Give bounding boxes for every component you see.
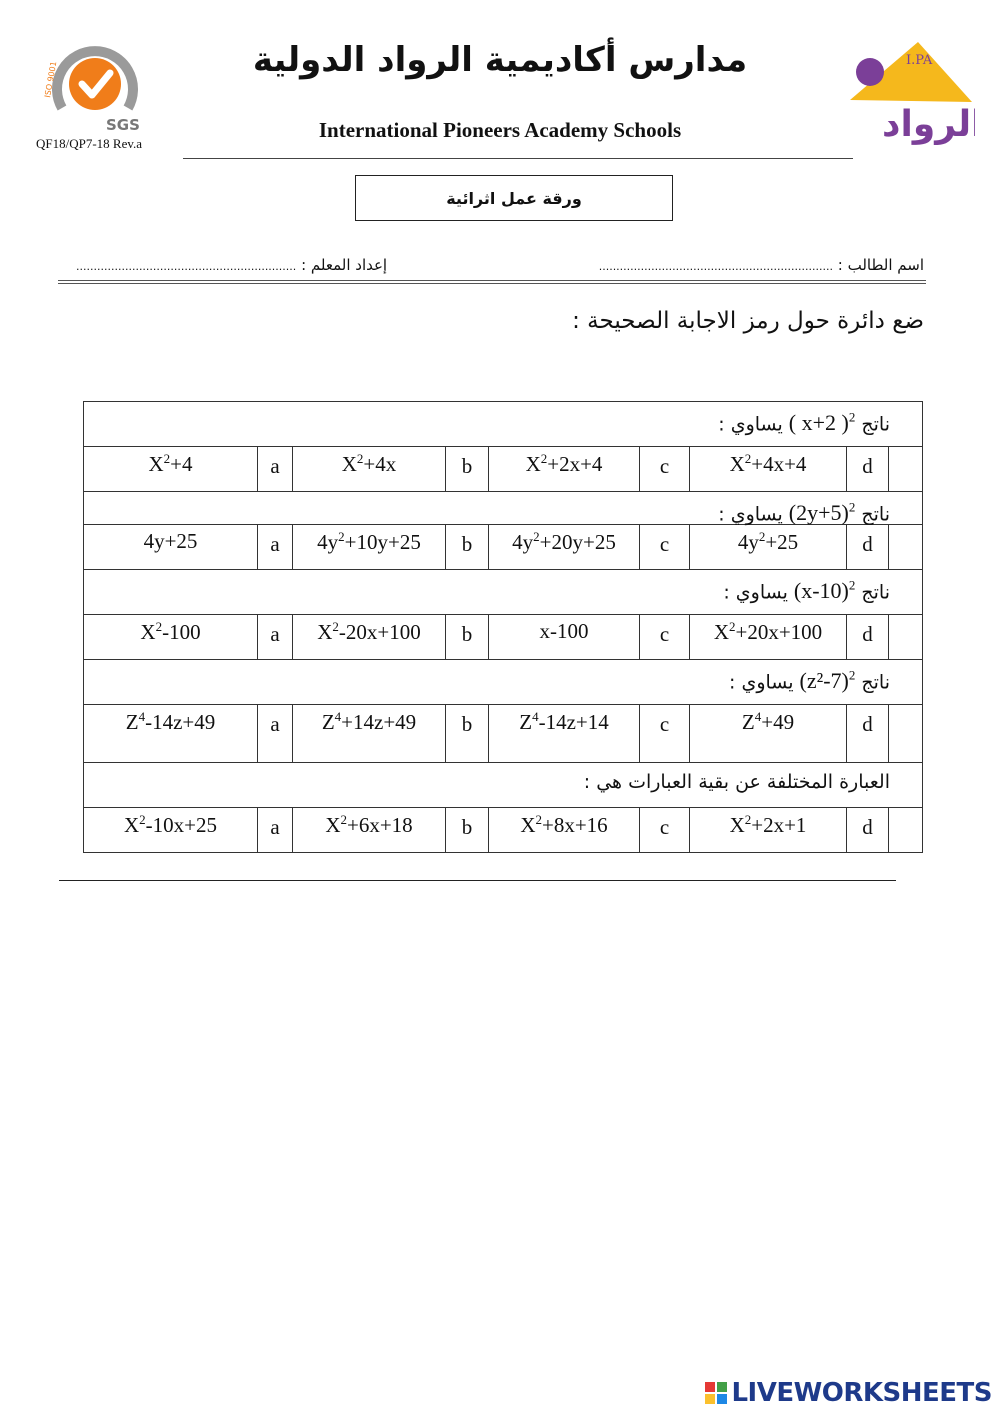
option-letter-c[interactable]: c: [640, 705, 690, 762]
question-prefix: ناتج: [861, 581, 890, 604]
ipa-logo-arabic: الرواد: [882, 104, 975, 145]
option-letter-b[interactable]: b: [446, 615, 489, 659]
option-letter-a[interactable]: a: [258, 525, 293, 569]
answer-option-d[interactable]: $X^2+2x+1$: [690, 808, 847, 852]
answer-option-c[interactable]: $X^2+8x+16$: [489, 808, 640, 852]
option-letter-d[interactable]: d: [847, 447, 889, 491]
student-name-label: اسم الطالب :: [837, 256, 924, 274]
answer-option-a[interactable]: $X^2+4$: [84, 447, 258, 491]
document-code: QF18/QP7-18 Rev.a: [36, 136, 143, 151]
option-letter-b[interactable]: b: [446, 705, 489, 762]
option-letter-b[interactable]: b: [446, 525, 489, 569]
answer-option-c[interactable]: $X^2+2x+4$: [489, 447, 640, 491]
answer-option-a[interactable]: $X^2-100$: [84, 615, 258, 659]
question-row: [84, 402, 922, 447]
question-expression: $(x-10)^2$: [793, 578, 856, 604]
question-text: [584, 771, 890, 793]
fields-divider: [58, 280, 926, 284]
option-letter-b[interactable]: b: [446, 808, 489, 852]
instruction-text: ضع دائرة حول رمز الاجابة الصحيحة :: [572, 308, 924, 334]
school-name-english: International Pioneers Academy Schools: [318, 118, 682, 142]
bottom-divider: [59, 880, 896, 881]
answer-option-b[interactable]: $4y^2+10y+25$: [293, 525, 446, 569]
answer-row: [84, 615, 922, 660]
teacher-dots: ...............................................................: [76, 260, 297, 273]
answer-option-d[interactable]: $X^2+20x+100$: [690, 615, 847, 659]
answer-row: [84, 447, 922, 492]
option-letter-c[interactable]: c: [640, 615, 690, 659]
answer-blank-cell: [889, 615, 922, 659]
answer-blank-cell: [889, 705, 922, 762]
answer-row: [84, 808, 922, 852]
answer-blank-cell: [889, 447, 922, 491]
answer-option-c[interactable]: x-100: [489, 615, 640, 659]
answer-row: [84, 705, 922, 763]
option-letter-a[interactable]: a: [258, 615, 293, 659]
liveworksheets-icon: [705, 1382, 727, 1404]
option-letter-d[interactable]: d: [847, 808, 889, 852]
option-letter-a[interactable]: a: [258, 447, 293, 491]
answer-option-c[interactable]: $Z^4-14z+14$: [489, 705, 640, 762]
question-suffix: يساوي :: [729, 671, 794, 694]
answer-option-a[interactable]: 4y+25: [84, 525, 258, 569]
question-prefix: ناتج: [861, 413, 890, 436]
answer-blank-cell: [889, 525, 922, 569]
question-expression: $(2y+5)^2$: [788, 500, 856, 526]
option-letter-c[interactable]: c: [640, 808, 690, 852]
iso-logo-text: ISO 9001: [43, 60, 59, 99]
question-suffix: يساوي :: [723, 581, 788, 604]
question-row: [84, 660, 922, 705]
liveworksheets-brand: [705, 1378, 992, 1408]
answer-option-b[interactable]: $X^2+4x$: [293, 447, 446, 491]
teacher-field: [76, 256, 387, 274]
question-text: [723, 578, 890, 604]
option-letter-c[interactable]: c: [640, 525, 690, 569]
answer-option-b[interactable]: $X^2-20x+100$: [293, 615, 446, 659]
question-expression: ( x+2 )$^2$: [788, 410, 856, 436]
school-name-arabic: مدارس أكاديمية الرواد الدولية: [252, 40, 748, 80]
option-letter-b[interactable]: b: [446, 447, 489, 491]
ipa-logo-text: I.PA: [906, 53, 933, 68]
question-suffix: يساوي :: [718, 413, 783, 436]
question-text: [729, 668, 890, 694]
option-letter-a[interactable]: a: [258, 808, 293, 852]
question-prefix: ناتج: [861, 671, 890, 694]
question-suffix: يساوي :: [718, 503, 783, 526]
teacher-label: إعداد المعلم :: [301, 256, 388, 274]
option-letter-d[interactable]: d: [847, 705, 889, 762]
questions-table: [83, 401, 923, 853]
header-divider: [183, 158, 853, 159]
answer-option-b[interactable]: $X^2+6x+18$: [293, 808, 446, 852]
answer-option-d[interactable]: $X^2+4x+4$: [690, 447, 847, 491]
answer-blank-cell: [889, 808, 922, 852]
option-letter-c[interactable]: c: [640, 447, 690, 491]
worksheet-title: ورقة عمل اثرائية: [355, 175, 673, 221]
student-name-field[interactable]: [599, 256, 924, 274]
question-text: [718, 500, 890, 526]
answer-option-b[interactable]: $Z^4+14z+49$: [293, 705, 446, 762]
sgs-certification-logo: [40, 38, 150, 138]
question-row: [84, 763, 922, 808]
option-letter-d[interactable]: d: [847, 615, 889, 659]
question-text: [718, 410, 890, 436]
answer-row: [84, 525, 922, 570]
brand-text: LIVEWORKSHEETS: [731, 1378, 992, 1408]
question-row: [84, 492, 922, 525]
answer-option-d[interactable]: $Z^4+49$: [690, 705, 847, 762]
option-letter-a[interactable]: a: [258, 705, 293, 762]
question-prefix: العبارة المختلفة عن بقية العبارات هي :: [583, 771, 890, 793]
ipa-school-logo: [840, 38, 975, 153]
answer-option-a[interactable]: $Z^4-14z+49$: [84, 705, 258, 762]
question-expression: $(z^2-7)^2$: [799, 668, 856, 694]
question-row: [84, 570, 922, 615]
student-name-dots: ...................................................................: [598, 260, 833, 273]
answer-option-a[interactable]: $X^2-10x+25$: [84, 808, 258, 852]
answer-option-c[interactable]: $4y^2+20y+25$: [489, 525, 640, 569]
sgs-logo-text: SGS: [106, 116, 140, 134]
option-letter-d[interactable]: d: [847, 525, 889, 569]
question-prefix: ناتج: [861, 503, 890, 526]
answer-option-d[interactable]: $4y^2+25$: [690, 525, 847, 569]
